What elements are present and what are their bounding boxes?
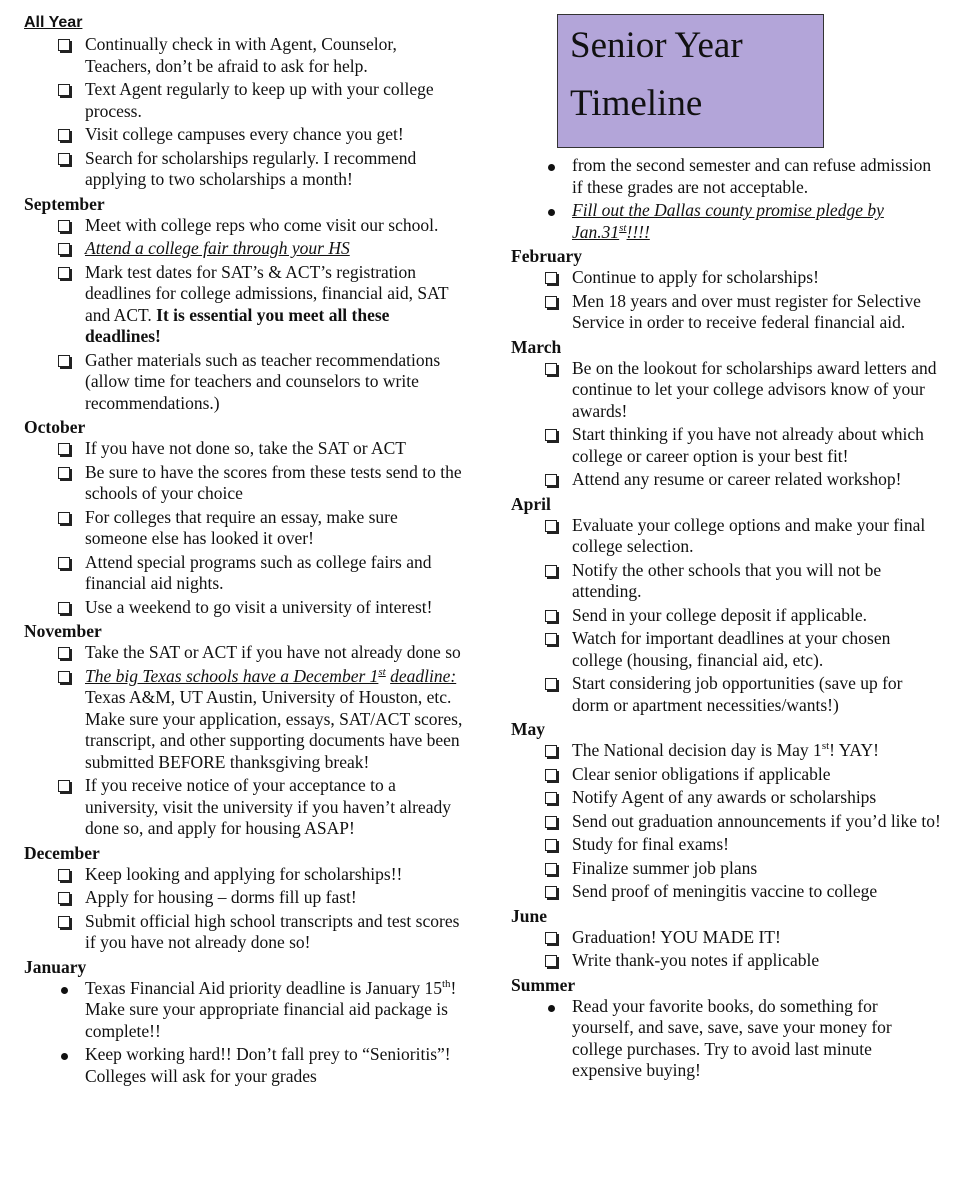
list-item: Attend any resume or career related workshop!	[511, 469, 941, 491]
list-april	[511, 515, 941, 717]
list-summer	[511, 996, 941, 1082]
list-item: Clear senior obligations if applicable	[511, 764, 941, 786]
checkbox-icon	[58, 916, 70, 928]
checkbox-icon	[58, 647, 70, 659]
list-january-continued	[511, 155, 941, 243]
list-item: Attend a college fair through your HS	[24, 238, 464, 260]
list-september	[24, 215, 464, 415]
list-item: Study for final exams!	[511, 834, 941, 856]
list-item: Write thank-you notes if applicable	[511, 950, 941, 972]
list-item: Search for scholarships regularly. I recommend applying to two scholarships a month!	[24, 148, 464, 191]
list-item: The big Texas schools have a December 1st deadline: Texas A&M, UT Austin, University of Houston, etc. Make sure your application, essays, SAT/ACT scores, transcript, and other supporting documents have been submitted BEFORE thanksgiving break!	[24, 666, 464, 774]
list-december	[24, 864, 464, 954]
bullet-icon	[548, 209, 555, 216]
heading-june: June	[511, 905, 547, 926]
checkbox-icon	[58, 153, 70, 165]
list-item: Watch for important deadlines at your chosen college (housing, financial aid, etc).	[511, 628, 941, 671]
heading-october: October	[24, 417, 86, 437]
checkbox-icon	[58, 84, 70, 96]
checkbox-icon	[58, 512, 70, 524]
list-item: Meet with college reps who come visit our school.	[24, 215, 464, 237]
list-february	[511, 267, 941, 334]
checkbox-icon	[545, 296, 557, 308]
page-title-line1: Senior Year	[570, 25, 743, 66]
checkbox-icon	[58, 220, 70, 232]
list-item: Use a weekend to go visit a university of interest!	[24, 597, 464, 619]
list-item: Read your favorite books, do something for yourself, and save, save, save your money for college purchases. Try to avoid last minute expensive buying!	[511, 996, 941, 1082]
list-item: Apply for housing – dorms fill up fast!	[24, 887, 464, 909]
list-item: Texas Financial Aid priority deadline is January 15th! Make sure your appropriate financial aid package is complete!!	[24, 978, 464, 1043]
list-all-year	[24, 34, 464, 191]
checkbox-icon	[58, 355, 70, 367]
checkbox-icon	[545, 769, 557, 781]
list-january	[24, 978, 464, 1088]
list-item: Evaluate your college options and make your final college selection.	[511, 515, 941, 558]
list-item: Send proof of meningitis vaccine to college	[511, 881, 941, 903]
list-item: Text Agent regularly to keep up with your college process.	[24, 79, 464, 122]
left-column	[24, 12, 464, 1089]
list-item: Start considering job opportunities (save up for dorm or apartment necessities/wants!)	[511, 673, 941, 716]
page-title-line2: Timeline	[570, 83, 703, 124]
list-item: Mark test dates for SAT’s & ACT’s registration deadlines for college admissions, financial aid, SAT and ACT. It is essential you meet all these deadlines!	[24, 262, 464, 348]
checkbox-icon	[58, 129, 70, 141]
checkbox-icon	[545, 792, 557, 804]
checkbox-icon	[545, 932, 557, 944]
checkbox-icon	[545, 745, 557, 757]
bullet-icon	[61, 1053, 68, 1060]
heading-may: May	[511, 719, 546, 739]
checkbox-icon	[545, 610, 557, 622]
list-june	[511, 927, 941, 972]
heading-march: March	[511, 336, 562, 357]
checkbox-icon	[58, 780, 70, 792]
list-item: Continually check in with Agent, Counselor, Teachers, don’t be afraid to ask for help.	[24, 34, 464, 77]
checkbox-icon	[58, 671, 70, 683]
list-november	[24, 642, 464, 840]
checkbox-icon	[545, 678, 557, 690]
list-item: Attend special programs such as college fairs and financial aid nights.	[24, 552, 464, 595]
list-item: Keep working hard!! Don’t fall prey to “Senioritis”! Colleges will ask for your grades	[24, 1044, 464, 1087]
list-item: Take the SAT or ACT if you have not already done so	[24, 642, 464, 664]
list-item: Visit college campuses every chance you get!	[24, 124, 464, 146]
list-october	[24, 438, 464, 618]
list-item: For colleges that require an essay, make sure someone else has looked it over!	[24, 507, 464, 550]
list-item: Send in your college deposit if applicable.	[511, 605, 941, 627]
list-item: Keep looking and applying for scholarships!!	[24, 864, 464, 886]
checkbox-icon	[545, 565, 557, 577]
heading-january: January	[24, 956, 87, 977]
checkbox-icon	[58, 602, 70, 614]
checkbox-icon	[545, 955, 557, 967]
list-item: Men 18 years and over must register for Selective Service in order to receive federal financial aid.	[511, 291, 941, 334]
heading-september: September	[24, 193, 105, 214]
checkbox-icon	[58, 467, 70, 479]
bullet-icon	[548, 1005, 555, 1012]
heading-all-year: All Year	[24, 14, 83, 31]
list-item: Start thinking if you have not already about which college or career option is your best fit!	[511, 424, 941, 467]
checkbox-icon	[58, 39, 70, 51]
list-item: The National decision day is May 1st! YAY!	[511, 740, 941, 762]
list-item: If you have not done so, take the SAT or ACT	[24, 438, 464, 460]
checkbox-icon	[545, 886, 557, 898]
checkbox-icon	[58, 869, 70, 881]
list-march	[511, 358, 941, 491]
checkbox-icon	[545, 863, 557, 875]
checkbox-icon	[545, 474, 557, 486]
list-item: Fill out the Dallas county promise pledge by Jan.31st!!!!	[511, 200, 941, 243]
list-item: Gather materials such as teacher recommendations (allow time for teachers and counselors to write recommendations.)	[24, 350, 464, 415]
checkbox-icon	[545, 816, 557, 828]
list-item: from the second semester and can refuse admission if these grades are not acceptable.	[511, 155, 941, 198]
list-item: Notify the other schools that you will not be attending.	[511, 560, 941, 603]
list-item: Be sure to have the scores from these tests send to the schools of your choice	[24, 462, 464, 505]
heading-february: February	[511, 246, 582, 266]
checkbox-icon	[545, 839, 557, 851]
heading-november: November	[24, 621, 102, 641]
list-item: Notify Agent of any awards or scholarships	[511, 787, 941, 809]
checkbox-icon	[58, 892, 70, 904]
list-item: Submit official high school transcripts and test scores if you have not already done so!	[24, 911, 464, 954]
checkbox-icon	[545, 520, 557, 532]
checkbox-icon	[545, 363, 557, 375]
checkbox-icon	[545, 429, 557, 441]
heading-summer: Summer	[511, 974, 576, 995]
list-item: Graduation! YOU MADE IT!	[511, 927, 941, 949]
list-item: Send out graduation announcements if you’d like to!	[511, 811, 941, 833]
list-item: If you receive notice of your acceptance to a university, visit the university if you haven’t already done so, and apply for housing ASAP!	[24, 775, 464, 840]
checkbox-icon	[58, 443, 70, 455]
checkbox-icon	[545, 633, 557, 645]
checkbox-icon	[58, 557, 70, 569]
checkbox-icon	[58, 243, 70, 255]
list-item: Continue to apply for scholarships!	[511, 267, 941, 289]
heading-april: April	[511, 493, 551, 514]
checkbox-icon	[58, 267, 70, 279]
heading-december: December	[24, 842, 100, 863]
right-column	[511, 12, 941, 1084]
list-may	[511, 740, 941, 903]
checkbox-icon	[545, 272, 557, 284]
list-item: Finalize summer job plans	[511, 858, 941, 880]
list-item: Be on the lookout for scholarships award letters and continue to let your college advisors know of your awards!	[511, 358, 941, 423]
bullet-icon	[61, 987, 68, 994]
bullet-icon	[548, 164, 555, 171]
